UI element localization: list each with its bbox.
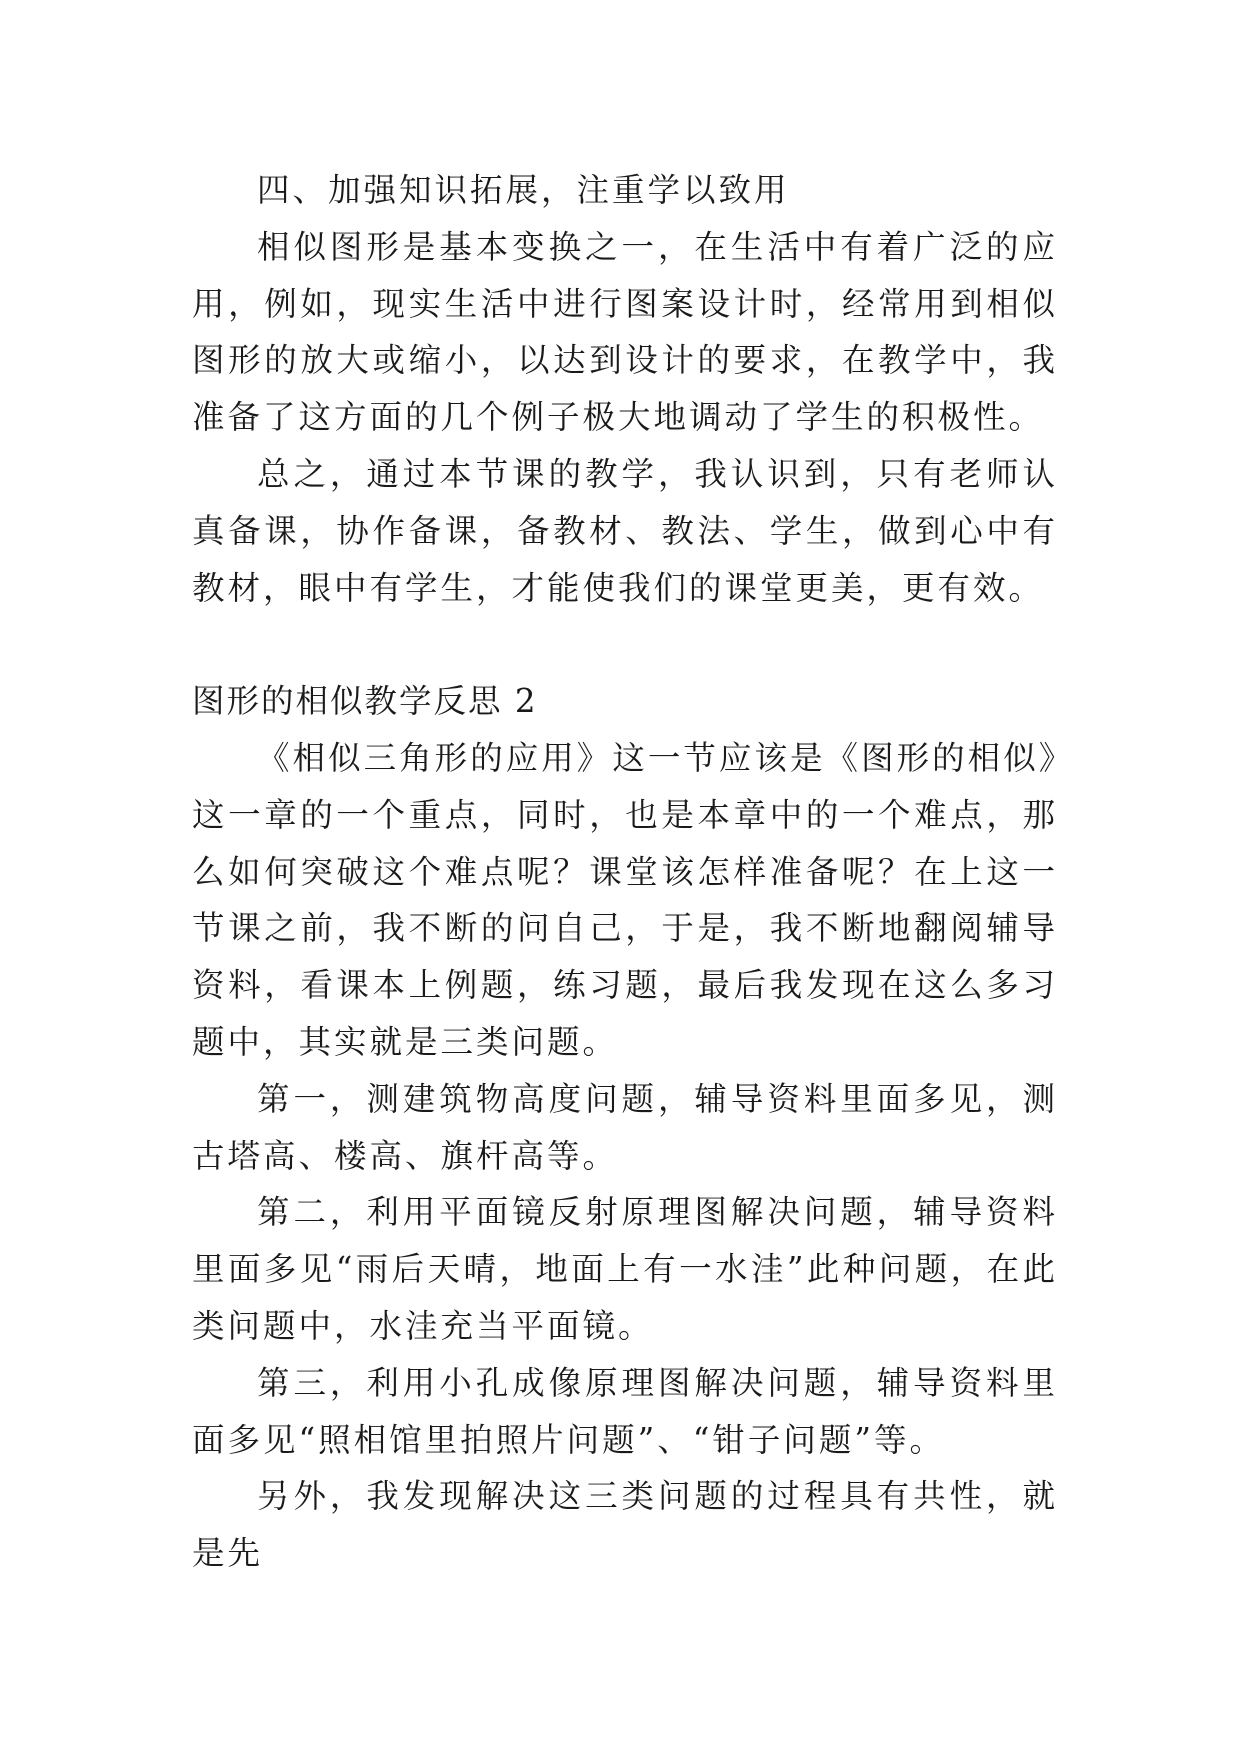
paragraph: 相似图形是基本变换之一，在生活中有着广泛的应用，例如，现实生活中进行图案设计时，经常用到相似图形的放大或缩小，以达到设计的要求，在教学中，我准备了这方面的几个例子极大地调动了学生的积极性。 [192,227,1058,437]
paragraph: 第一，测建筑物高度问题，辅导资料里面多见，测古塔高、楼高、旗杆高等。 [192,1079,1058,1175]
paragraph: 总之，通过本节课的教学，我认识到，只有老师认真备课，协作备课，备教材、教法、学生，做到心中有教材，眼中有学生，才能使我们的课堂更美，更有效。 [192,454,1058,607]
document-title: 图形的相似教学反思 2 [192,682,538,721]
section-heading: 四、加强知识拓展，注重学以致用 [257,171,790,209]
document-body [192,162,1058,1582]
paragraph: 第三，利用小孔成像原理图解决问题，辅导资料里面多见“照相馆里拍照片问题”、“钳子问题”等。 [192,1363,1058,1459]
paragraph: 另外，我发现解决这三类问题的过程具有共性，就是先 [192,1477,1058,1573]
paragraph: 《相似三角形的应用》这一节应该是《图形的相似》这一章的一个重点，同时，也是本章中的一个难点，那么如何突破这个难点呢？课堂该怎样准备呢？在上这一节课之前，我不断的问自己，于是，我不断地翻阅辅导资料，看课本上例题，练习题，最后我发现在这么多习题中，其实就是三类问题。 [192,738,1058,1061]
paragraph: 第二，利用平面镜反射原理图解决问题，辅导资料里面多见“雨后天晴，地面上有一水洼”此种问题，在此类问题中，水洼充当平面镜。 [192,1193,1058,1345]
